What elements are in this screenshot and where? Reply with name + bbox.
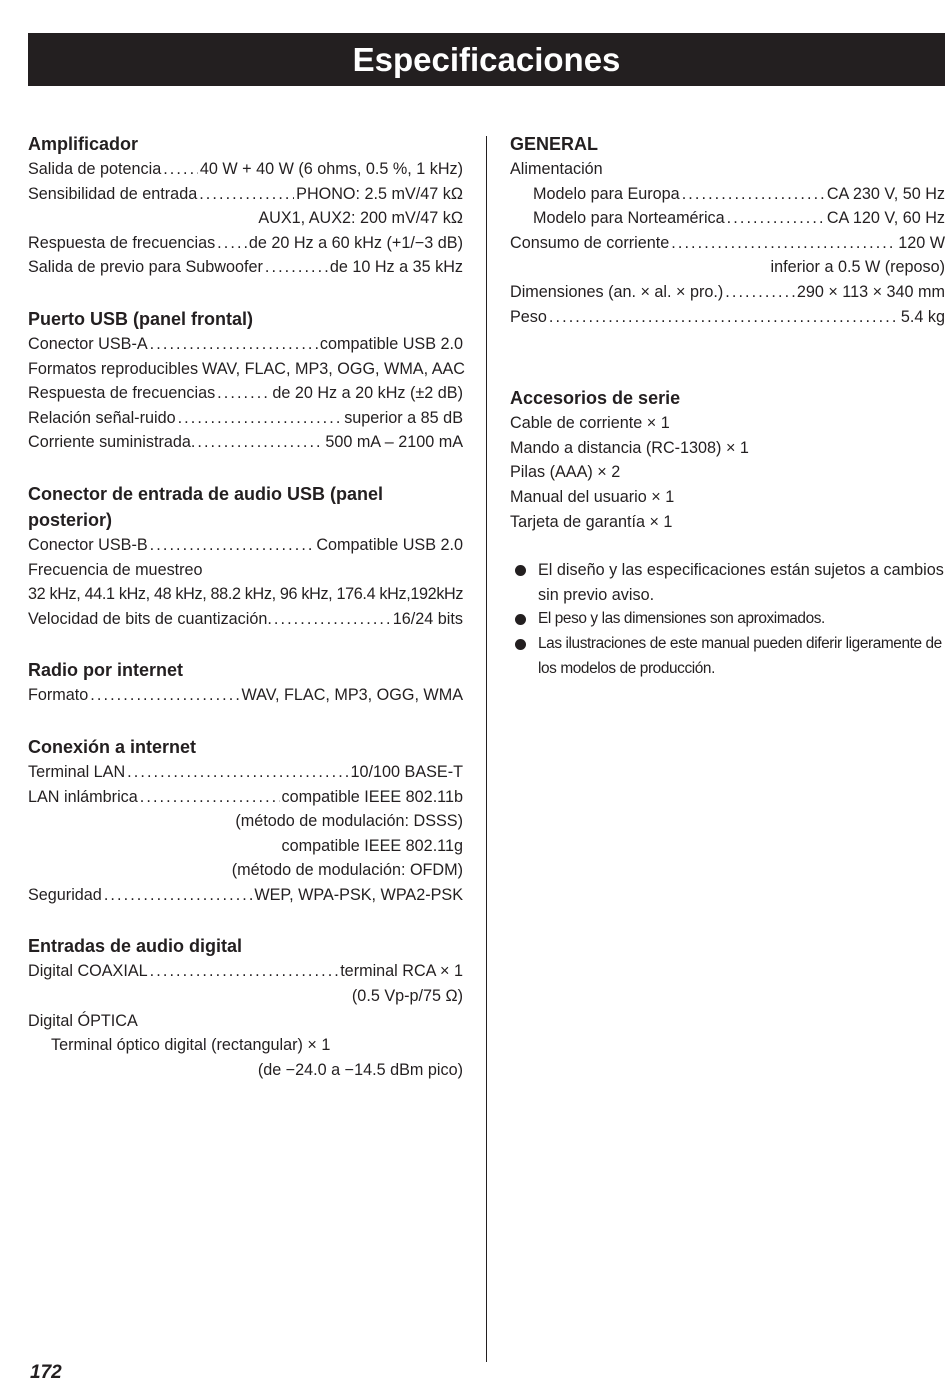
- spec-label: Conector USB-B: [28, 535, 148, 554]
- spec-label: Terminal LAN: [28, 762, 126, 781]
- spec-row: [510, 182, 945, 207]
- spec-value: Compatible USB 2.0: [316, 535, 463, 554]
- list-item: Pilas (AAA) × 2: [510, 463, 621, 482]
- spec-label: Modelo para Europa: [533, 184, 680, 203]
- list-item: Mando a distancia (RC-1308) × 1: [510, 438, 749, 457]
- section-usb-posterior: [28, 481, 463, 631]
- spec-row: [28, 157, 463, 182]
- page-title: Especificaciones: [28, 33, 945, 86]
- spec-label: Digital ÓPTICA: [28, 1011, 138, 1030]
- bullet-icon: [515, 639, 526, 650]
- spec-label: Formatos reproducibles: [28, 359, 199, 378]
- spec-row: [28, 332, 463, 357]
- spec-value: WEP, WPA-PSK, WPA2-PSK: [254, 885, 463, 904]
- section-heading: Entradas de audio digital: [28, 936, 243, 957]
- note-text: El peso y las dimensiones son aproximados.: [538, 610, 825, 628]
- spec-value: 16/24 bits: [392, 609, 463, 628]
- notes-list: [510, 558, 945, 681]
- spec-value: CA 230 V, 50 Hz: [826, 184, 945, 203]
- spec-value: terminal RCA × 1: [340, 962, 463, 981]
- spec-label: Digital COAXIAL: [28, 962, 148, 981]
- spec-value: 120 W: [898, 233, 945, 252]
- bullet-icon: [515, 565, 526, 576]
- spec-label: Dimensiones (an. × al. × pro.): [510, 282, 724, 301]
- spec-label: Salida de potencia: [28, 160, 162, 178]
- leader-dots: [150, 332, 318, 357]
- spec-label: Velocidad de bits de cuantización.: [28, 609, 272, 628]
- note-item: [510, 558, 945, 607]
- spec-label: Conector USB-A: [28, 334, 148, 353]
- section-heading: Radio por internet: [28, 660, 184, 681]
- spec-label: Formato: [28, 686, 89, 705]
- spec-label: Respuesta de frecuencias: [28, 384, 216, 403]
- section-heading: Puerto USB (panel frontal): [28, 308, 254, 329]
- spec-value: 5.4 kg: [900, 307, 945, 326]
- spec-value: de 20 Hz a 60 kHz (+1/−3 dB): [248, 233, 463, 252]
- spec-value: de 20 Hz a 20 kHz (±2 dB): [272, 384, 463, 403]
- section-heading: Accesorios de serie: [510, 388, 681, 409]
- leader-dots: [150, 959, 339, 984]
- spec-value: PHONO: 2.5 mV/47 kΩ: [296, 184, 463, 203]
- spec-label: LAN inlámbrica: [28, 787, 138, 806]
- column-divider: [486, 136, 487, 1362]
- spec-row: [28, 785, 463, 810]
- spec-value-continued: (0.5 Vp-p/75 Ω): [351, 987, 463, 1006]
- spec-label: Sensibilidad de entrada: [28, 184, 198, 203]
- leader-dots: [727, 206, 825, 231]
- list-item: Manual del usuario × 1: [510, 487, 675, 506]
- spec-row: [28, 760, 463, 785]
- note-item: [510, 607, 945, 632]
- section-general: [510, 131, 945, 329]
- note-text: Las ilustraciones de este manual pueden diferir ligeramente de los modelos de producción.: [538, 634, 942, 677]
- spec-row: [28, 607, 463, 632]
- spec-label: Consumo de corriente: [510, 233, 670, 252]
- spec-row: [510, 206, 945, 231]
- spec-value: 40 W + 40 W (6 ohms, 0.5 %, 1 kHz): [199, 160, 463, 178]
- list-item: Tarjeta de garantía × 1: [510, 512, 673, 531]
- spec-row: [28, 959, 463, 984]
- spec-value: 290 × 113 × 340 mm: [796, 282, 945, 301]
- leader-dots: [217, 381, 270, 406]
- spec-value: compatible IEEE 802.11b: [281, 787, 463, 806]
- spec-row: [28, 357, 463, 382]
- spec-value-continued: (método de modulación: OFDM): [231, 861, 463, 880]
- section-entradas-digitales: [28, 933, 463, 1082]
- leader-dots: [104, 883, 253, 908]
- spec-value: WAV, FLAC, MP3, OGG, WMA: [241, 686, 463, 705]
- spec-row: [28, 255, 463, 280]
- leader-dots: [197, 430, 323, 455]
- list-item: Cable de corriente × 1: [510, 414, 670, 433]
- spec-value: de 10 Hz a 35 kHz: [329, 258, 463, 277]
- leader-dots: [199, 182, 294, 207]
- spec-row: [28, 683, 463, 708]
- spec-value: superior a 85 dB: [344, 408, 463, 427]
- spec-label: Seguridad: [28, 885, 102, 904]
- section-heading: GENERAL: [510, 134, 599, 154]
- spec-value-continued: inferior a 0.5 W (reposo): [770, 258, 945, 277]
- spec-value: CA 120 V, 60 Hz: [826, 209, 945, 228]
- leader-dots: [274, 607, 391, 632]
- leader-dots: [90, 683, 239, 708]
- leader-dots: [127, 760, 348, 785]
- left-column: [28, 131, 463, 1108]
- spec-row: [510, 305, 945, 330]
- spec-label: Respuesta de frecuencias: [28, 233, 216, 252]
- leader-dots: [549, 305, 899, 330]
- spec-row: [510, 280, 945, 305]
- leader-dots: [725, 280, 795, 305]
- leader-dots: [671, 231, 896, 256]
- spec-value-continued: compatible IEEE 802.11g: [281, 836, 463, 855]
- section-conexion-internet: [28, 734, 463, 908]
- spec-row: [28, 430, 463, 455]
- spec-label: Corriente suministrada.: [28, 433, 196, 452]
- section-radio-internet: [28, 657, 463, 708]
- spec-row: [28, 406, 463, 431]
- spec-label: Peso: [510, 307, 547, 326]
- leader-dots: [217, 231, 247, 256]
- spec-value: 10/100 BASE-T: [350, 762, 463, 781]
- section-heading: Conector de entrada de audio USB (panel posterior): [28, 483, 384, 530]
- page-number: 172: [30, 1362, 62, 1383]
- spec-value: Terminal óptico digital (rectangular) × 1: [51, 1036, 331, 1055]
- spec-row: [28, 231, 463, 256]
- leader-dots: [178, 406, 343, 431]
- spec-label: Modelo para Norteamérica: [533, 209, 725, 228]
- leader-dots: [682, 182, 825, 207]
- bullet-icon: [515, 614, 526, 625]
- spec-row: [510, 231, 945, 256]
- note-item: [510, 632, 945, 681]
- section-heading: Amplificador: [28, 134, 139, 154]
- spec-label: Alimentación: [510, 160, 603, 178]
- spec-value: WAV, FLAC, MP3, OGG, WMA, AAC: [202, 359, 465, 378]
- leader-dots: [140, 785, 280, 810]
- spec-value: compatible USB 2.0: [319, 334, 463, 353]
- spec-value: 32 kHz, 44.1 kHz, 48 kHz, 88.2 kHz, 96 kHz, 176.4 kHz,192kHz: [28, 585, 464, 604]
- spec-value-continued: (de −24.0 a −14.5 dBm pico): [257, 1060, 463, 1079]
- leader-dots: [265, 255, 328, 280]
- spec-label: Frecuencia de muestreo: [28, 560, 203, 579]
- spec-value-continued: (método de modulación: DSSS): [235, 812, 463, 831]
- spec-label: Relación señal-ruido: [28, 408, 176, 427]
- note-text: El diseño y las especificaciones están sujetos a cambios sin previo aviso.: [538, 561, 944, 604]
- spec-row: [28, 182, 463, 207]
- section-accesorios: [510, 385, 945, 534]
- section-heading: Conexión a internet: [28, 736, 197, 757]
- spec-row: [28, 883, 463, 908]
- leader-dots: [163, 157, 198, 182]
- section-usb-frontal: [28, 306, 463, 455]
- right-column: [510, 131, 945, 681]
- section-amplificador: [28, 131, 463, 280]
- spec-value-continued: AUX1, AUX2: 200 mV/47 kΩ: [258, 209, 463, 228]
- spec-label: Salida de previo para Subwoofer: [28, 258, 263, 277]
- spec-value: 500 mA – 2100 mA: [325, 433, 463, 452]
- leader-dots: [150, 533, 315, 558]
- spec-row: [28, 533, 463, 558]
- spec-row: [28, 381, 463, 406]
